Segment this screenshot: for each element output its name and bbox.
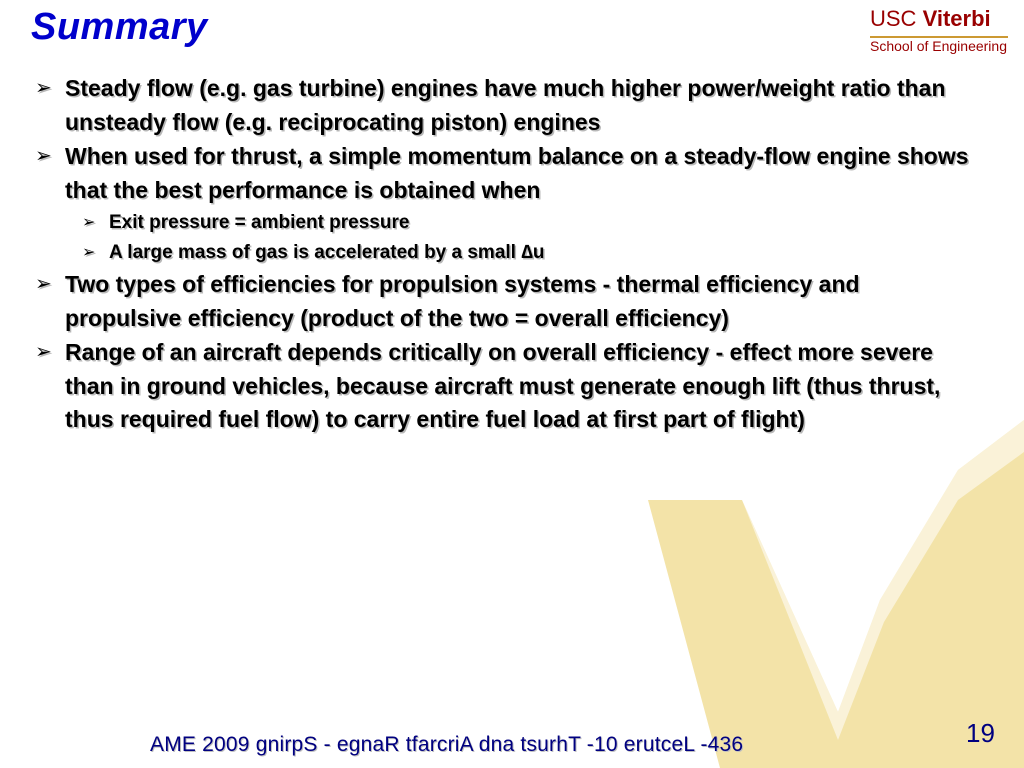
usc-viterbi-logo bbox=[860, 4, 1020, 62]
arrow-bullet-icon: ➢ bbox=[35, 145, 52, 167]
bullet-text: Range of an aircraft depends critically on overall efficiency - effect more severe than in ground vehicles, because aircraft must generate enough lift (thus thrust, thus required fuel flow) to carry entire fuel load at first part of flight) bbox=[65, 339, 941, 432]
bullet-text: Steady flow (e.g. gas turbine) engines have much higher power/weight ratio than unsteady flow (e.g. reciprocating piston) engines bbox=[65, 75, 946, 135]
page-number: 19 bbox=[966, 718, 995, 748]
logo-usc-text: USC bbox=[870, 6, 917, 31]
bullet-list bbox=[30, 72, 975, 207]
slide-content bbox=[30, 72, 975, 438]
arrow-bullet-icon: ➢ bbox=[82, 244, 96, 261]
sub-bullet-text: A large mass of gas is accelerated by a small ∆u bbox=[109, 242, 545, 263]
sub-bullet-text: Exit pressure = ambient pressure bbox=[109, 212, 410, 233]
sub-bullet-list bbox=[30, 208, 975, 268]
bullet-item bbox=[30, 72, 975, 139]
logo-viterbi-text: Viterbi bbox=[922, 6, 991, 31]
bullet-item bbox=[30, 268, 975, 335]
bullet-list bbox=[30, 268, 975, 437]
arrow-bullet-icon: ➢ bbox=[35, 341, 52, 363]
sub-bullet-item bbox=[30, 208, 975, 238]
sub-bullet-item bbox=[30, 238, 975, 268]
bullet-text: When used for thrust, a simple momentum balance on a steady-flow engine shows that the best performance is obtained when bbox=[65, 143, 969, 203]
arrow-bullet-icon: ➢ bbox=[35, 77, 52, 99]
slide-footer: AME 2009 gnirpS - egnaR tfarcriA dna tsurhT -10 erutceL -436 bbox=[150, 733, 744, 756]
arrow-bullet-icon: ➢ bbox=[82, 214, 96, 231]
bullet-item bbox=[30, 140, 975, 207]
bullet-text: Two types of efficiencies for propulsion systems - thermal efficiency and propulsive efficiency (product of the two = overall efficiency) bbox=[65, 271, 860, 331]
arrow-bullet-icon: ➢ bbox=[35, 273, 52, 295]
logo-school-text: School of Engineering bbox=[870, 38, 1007, 54]
slide-title: Summary bbox=[31, 6, 208, 48]
bullet-item bbox=[30, 336, 975, 437]
